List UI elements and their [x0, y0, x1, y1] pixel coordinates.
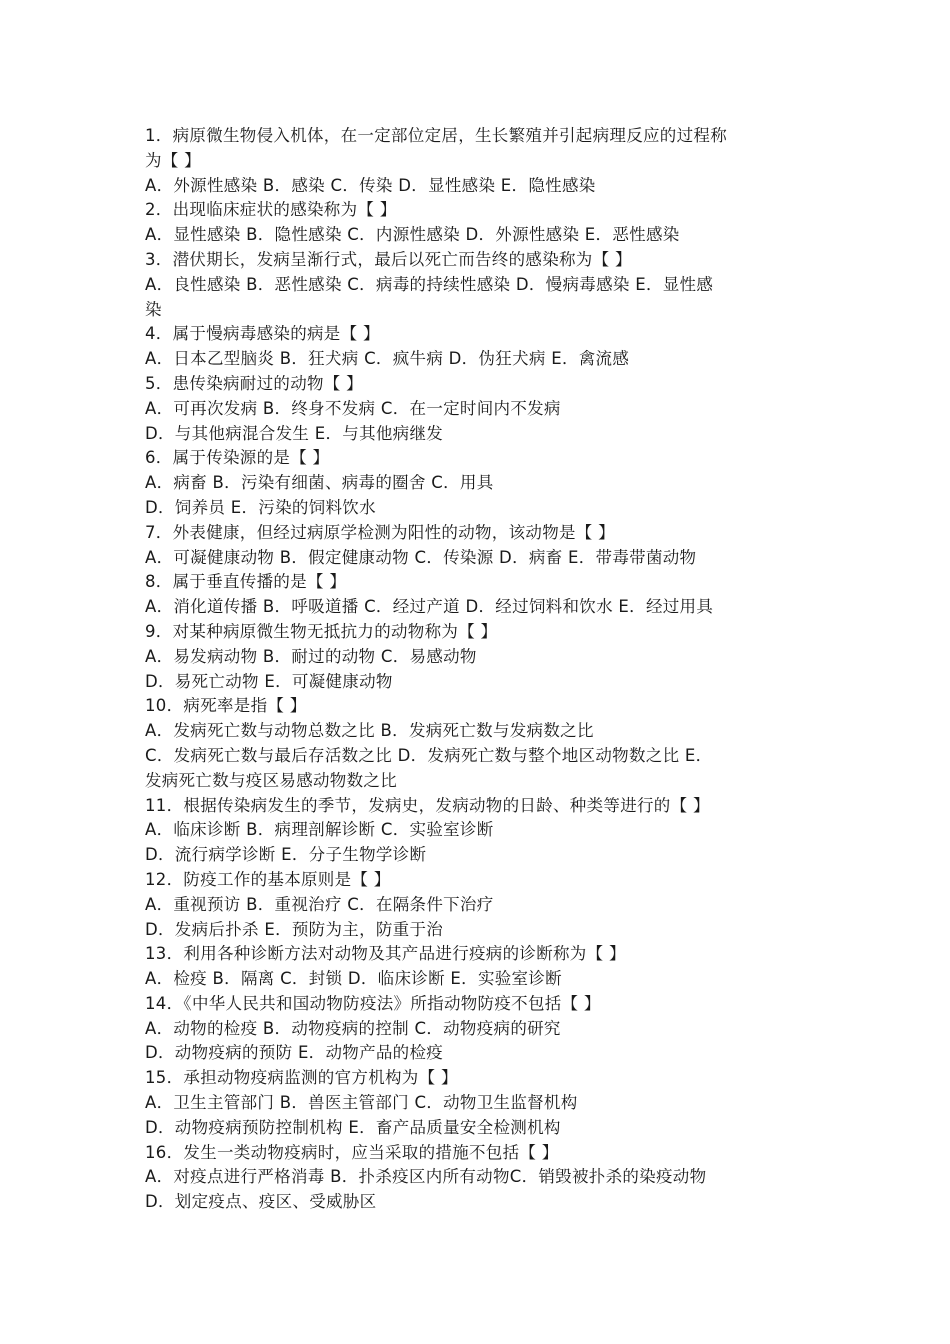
text-line: D．动物疫病预防控制机构 E．畜产品质量安全检测机构: [145, 1117, 561, 1137]
text-line: D．动物疫病的预防 E．动物产品的检疫: [145, 1043, 444, 1063]
text-line: A．可再次发病 B．终身不发病 C．在一定时间内不发病: [145, 398, 561, 418]
text-line: 染: [145, 299, 162, 319]
text-line: A．外源性感染 B．感染 C．传染 D．显性感染 E．隐性感染: [145, 175, 596, 195]
text-line: 13．利用各种诊断方法对动物及其产品进行疫病的诊断称为【 】: [145, 944, 626, 964]
text-line: 16．发生一类动物疫病时，应当采取的措施不包括【 】: [145, 1142, 559, 1162]
question-list: [145, 124, 810, 1215]
text-line: 9．对某种病原微生物无抵抗力的动物称为【 】: [145, 621, 498, 641]
text-line: 5．患传染病耐过的动物【 】: [145, 373, 363, 393]
text-line: A．临床诊断 B．病理剖解诊断 C．实验室诊断: [145, 820, 494, 840]
text-line: A．良性感染 B．恶性感染 C．病毒的持续性感染 D．慢病毒感染 E．显性感: [145, 274, 714, 294]
text-line: 8．属于垂直传播的是【 】: [145, 572, 347, 592]
text-line: 3．潜伏期长，发病呈渐行式，最后以死亡而告终的感染称为【 】: [145, 249, 632, 269]
text-line: 6．属于传染源的是【 】: [145, 448, 330, 468]
text-line: 14．《中华人民共和国动物防疫法》所指动物防疫不包括【 】: [145, 993, 601, 1013]
text-line: A．日本乙型脑炎 B．狂犬病 C．疯牛病 D．伪狂犬病 E．禽流感: [145, 349, 630, 369]
text-line: 12．防疫工作的基本原则是【 】: [145, 869, 391, 889]
text-line: D．与其他病混合发生 E．与其他病继发: [145, 423, 444, 443]
text-line: A．易发病动物 B．耐过的动物 C．易感动物: [145, 646, 477, 666]
text-line: A．可凝健康动物 B．假定健康动物 C．传染源 D．病畜 E．带毒带菌动物: [145, 547, 697, 567]
text-line: A．消化道传播 B．呼吸道播 C．经过产道 D．经过饲料和饮水 E．经过用具: [145, 597, 714, 617]
text-line: A．检疫 B．隔离 C．封锁 D．临床诊断 E．实验室诊断: [145, 969, 562, 989]
text-line: 为【 】: [145, 150, 201, 170]
text-line: A．对疫点进行严格消毒 B．扑杀疫区内所有动物C．销毁被扑杀的染疫动物: [145, 1167, 707, 1187]
text-line: 2．出现临床症状的感染称为【 】: [145, 200, 397, 220]
text-line: A．发病死亡数与动物总数之比 B．发病死亡数与发病数之比: [145, 721, 594, 741]
text-line: D．流行病学诊断 E．分子生物学诊断: [145, 845, 427, 865]
text-line: A．病畜 B．污染有细菌、病毒的圈舍 C．用具: [145, 473, 494, 493]
text-line: 4．属于慢病毒感染的病是【 】: [145, 324, 380, 344]
text-line: D．划定疫点、疫区、受威胁区: [145, 1192, 377, 1212]
text-line: A．卫生主管部门 B．兽医主管部门 C．动物卫生监督机构: [145, 1093, 578, 1113]
text-line: D．易死亡动物 E．可凝健康动物: [145, 671, 393, 691]
text-line: 11．根据传染病发生的季节，发病史，发病动物的日龄、种类等进行的【 】: [145, 795, 710, 815]
text-line: 7．外表健康，但经过病原学检测为阳性的动物，该动物是【 】: [145, 522, 615, 542]
text-line: A．显性感染 B．隐性感染 C．内源性感染 D．外源性感染 E．恶性感染: [145, 225, 680, 245]
text-line: 1．病原微生物侵入机体，在一定部位定居，生长繁殖并引起病理反应的过程称: [145, 126, 727, 145]
text-line: D．发病后扑杀 E．预防为主，防重于治: [145, 919, 444, 939]
text-line: 发病死亡数与疫区易感动物数之比: [145, 770, 397, 790]
text-line: C．发病死亡数与最后存活数之比 D．发病死亡数与整个地区动物数之比 E．: [145, 745, 713, 765]
text-line: A．动物的检疫 B．动物疫病的控制 C．动物疫病的研究: [145, 1018, 561, 1038]
text-line: 15．承担动物疫病监测的官方机构为【 】: [145, 1068, 458, 1088]
text-line: D．饲养员 E．污染的饲料饮水: [145, 497, 376, 517]
text-line: A．重视预访 B．重视治疗 C．在隔条件下治疗: [145, 894, 494, 914]
text-line: 10．病死率是指【 】: [145, 696, 307, 716]
